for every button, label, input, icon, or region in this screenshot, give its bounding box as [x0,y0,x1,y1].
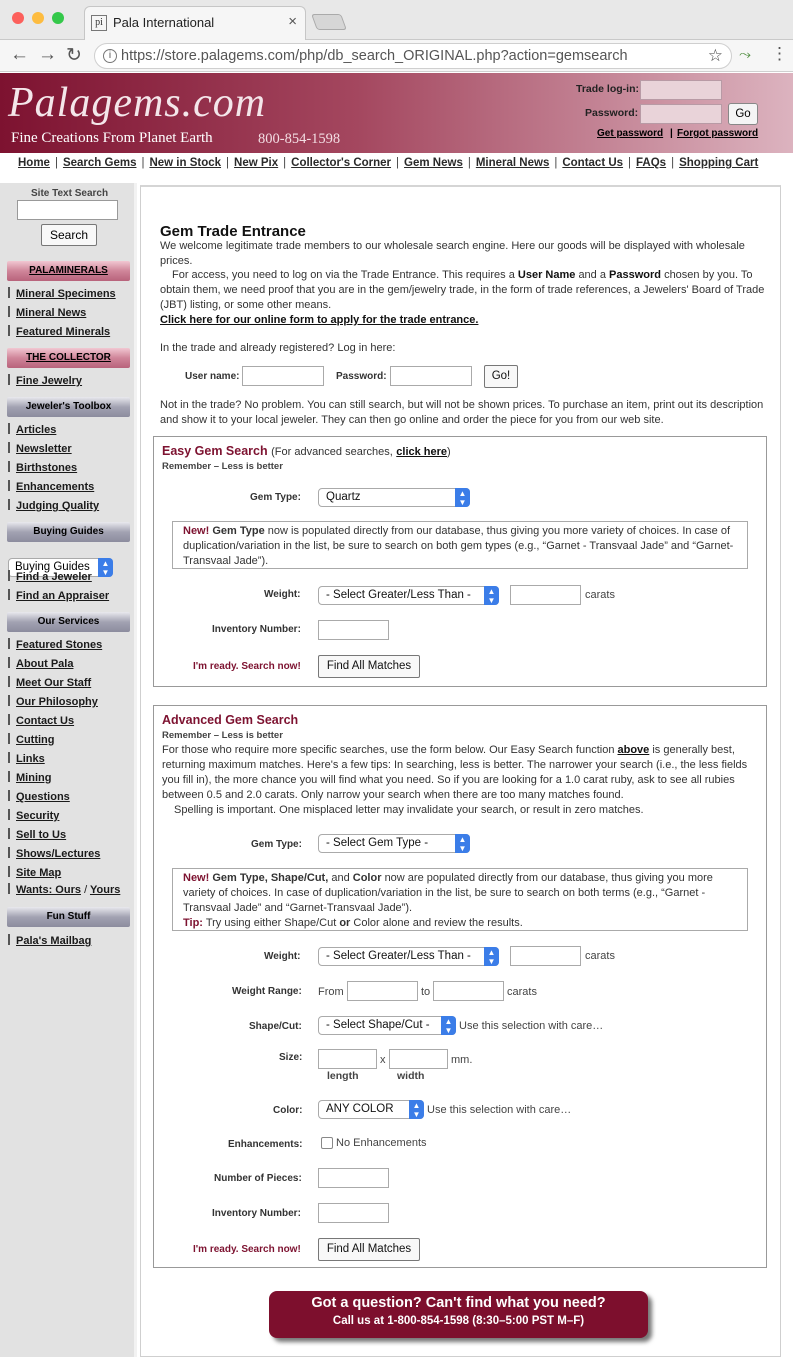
easy-find-button[interactable]: Find All Matches [318,655,420,678]
address-bar[interactable] [94,43,732,69]
sidebar-item-find-an-appraiser[interactable] [8,589,109,602]
favicon-icon: pi [91,15,107,31]
select-arrows-icon: ▲ ▼ [455,488,470,507]
site-header: Palagems.com Fine Creations From Planet Earth 800-854-1598 Trade log-in: Password: Go Get password | Forgot password [0,73,793,153]
easy-search-title: Easy Gem Search (For advanced searches, click here) [162,444,451,458]
sidebar-item-label: Find an Appraiser [16,590,110,602]
advanced-search-title: Advanced Gem Search [162,713,299,727]
sidebar-item-security[interactable] [8,809,59,822]
sidebar-item-label: Mineral News [16,307,87,319]
sidebar-item-label: Our Philosophy [16,696,98,708]
sidebar [0,183,137,1357]
sidebar-item-cutting[interactable] [8,733,54,746]
sidebar-item-fine-jewelry[interactable] [8,374,82,387]
sidebar-item-label: Security [16,810,60,822]
nav-home[interactable]: Home [18,157,50,169]
easy-weight-select[interactable]: - Select Greater/Less Than - ▲ ▼ [318,586,499,605]
easy-carats-unit: carats [585,589,615,601]
sidebar-item-articles[interactable] [8,423,56,436]
easy-weight-input[interactable] [510,585,581,605]
site-search-title: Site Text Search [31,188,109,199]
nav-collector-s-corner[interactable]: Collector's Corner [291,157,392,169]
sidebar-item-site-map[interactable] [8,866,61,879]
size-label: Size: [279,1052,303,1063]
sidebar-item-label: Featured Stones [16,639,103,651]
access-text: For access, you need to log on via the Trade Entrance. This requires a User Name and a Password chosen by you. To obtain them, we need proof that you are in the gem/jewelry trade, in the form of trade references, a Jewelers' Board of Trade (JBT) listing, or some other means. [160,269,765,311]
menu-dots-icon[interactable]: ⋮ [771,44,788,63]
new-tab-button[interactable] [311,14,347,30]
sidebar-item-wants-ours[interactable]: Wants: Ours [16,884,81,896]
shape-hint: Use this selection with care… [459,1020,604,1032]
sidebar-item-birthstones[interactable] [8,461,77,474]
sidebar-item-label: Links [16,753,45,765]
site-logo[interactable]: Palagems.com [8,80,267,126]
header-phone: 800-854-1598 [258,131,341,147]
tab-title: Pala International [113,15,215,30]
username-input[interactable] [242,366,324,386]
sidebar-item-judging-quality[interactable] [8,499,99,512]
select-arrows-icon: ▲ ▼ [409,1100,424,1119]
sidebar-item-label: Cutting [16,734,55,746]
browser-toolbar [0,40,793,72]
contact-banner[interactable] [269,1291,648,1338]
sidebar-item-label: Mining [16,772,52,784]
range-to-label: to [421,986,431,998]
no-enhancements-label: No Enhancements [336,1137,427,1149]
width-sublabel: width [397,1070,425,1082]
sidebar-item-enhancements[interactable] [8,480,94,493]
color-hint: Use this selection with care… [427,1104,572,1116]
easy-remember: Remember – Less is better [162,461,283,472]
pieces-label: Number of Pieces: [214,1173,302,1184]
bookmark-star-icon[interactable]: ☆ [707,46,723,65]
range-from-label: From [318,986,344,998]
adv-weight-select[interactable]: - Select Greater/Less Than - ▲ ▼ [318,947,499,966]
size-length-input[interactable] [318,1049,377,1069]
sidebar-item-label: Mineral Specimens [16,288,116,300]
reload-icon[interactable]: ↻ [66,45,82,66]
spelling-text: Spelling is important. One misplaced letter may invalidate your search, or result in zero matches. [174,804,644,816]
adv-weight-label: Weight: [264,951,301,962]
enhancements-label: Enhancements: [228,1139,303,1150]
range-carats-unit: carats [507,986,537,998]
sidebar-item-questions[interactable] [8,790,70,803]
intro-text: We welcome legitimate trade members to our wholesale search engine. Here our goods will be displayed with wholesale prices. [160,240,745,267]
pieces-input[interactable] [318,1168,389,1188]
sidebar-item-wants: Wants: Ours / Yours [8,883,120,896]
sidebar-item-label: Enhancements [16,481,95,493]
nav-new-pix[interactable]: New Pix [234,157,279,169]
sidebar-item-label: Shows/Lectures [16,848,101,860]
site-search-input[interactable] [17,200,118,220]
sidebar-head-services: Our Services [7,612,130,632]
sidebar-item-mineral-news[interactable] [8,306,86,319]
site-search-button[interactable]: Search [41,224,97,246]
main-content [140,185,781,1357]
nav-search-gems[interactable]: Search Gems [62,157,137,169]
adv-carats-unit: carats [585,950,615,962]
adv-new-note: New! Gem Type, Shape/Cut, and Color now are populated directly from our database, thus giving you more variety of choices. In case of duplication/variation in the list, be sure to search on both terms (e.g., “Garnet - Transvaal Jade” and “Garnet-Transvaal Jade”). Tip: Try using either Shape/Cut or Color alone and review the results. [172,868,748,931]
sidebar-item-label: Questions [16,791,70,803]
sidebar-item-label: Sell to Us [16,829,67,841]
shape-select[interactable]: - Select Shape/Cut - ▲ ▼ [318,1016,456,1035]
nav-contact-us[interactable]: Contact Us [562,157,624,169]
range-from-input[interactable] [347,981,418,1001]
adv-inventory-label: Inventory Number: [212,1208,301,1219]
registered-text: In the trade and already registered? Log in here: [160,342,396,354]
adv-find-button[interactable]: Find All Matches [318,1238,420,1261]
page-title: Gem Trade Entrance [160,223,306,240]
easy-gem-type-select[interactable]: Quartz ▲ ▼ [318,488,470,507]
sidebar-item-shows-lectures[interactable] [8,847,100,860]
sidebar-item-find-a-jeweler[interactable] [8,570,92,583]
banner-question: Got a question? Can't find what you need? [311,1295,606,1311]
advanced-description: For those who require more specific searches, use the form below. Our Easy Search function above is generally best, returning maximum matches. Here's a few tips: In searching, less is better. The narrower your search (i.e., the less fields you fill in), the more chance you will find what you need. So if you are looking for a 1.0 carat ruby, ask to see all rubies between 0.5 and 2.0 carats. Only narrow your search when there are too many matches found. [162,744,748,801]
banner-phone: Call us at 1-800-854-1598 (8:30–5:00 PST M–F) [332,1315,585,1327]
sidebar-item-label: Birthstones [16,462,78,474]
sidebar-item-our-philosophy[interactable] [8,695,98,708]
back-icon[interactable]: ← [10,44,29,65]
login-go-button[interactable]: Go! [484,365,518,388]
sidebar-item-label: Contact Us [16,715,75,727]
easy-new-note: New! Gem Type now is populated directly from our database, thus giving you more variety of choices. In case of duplication/variation in the list, be sure to search on both gem types (e.g., “Garnet - Transvaal Jade” and “Garnet-Transvaal Jade”). [172,521,748,569]
browser-tab-strip [0,0,793,40]
sidebar-item-label: Newsletter [16,443,72,455]
sidebar-item-label: Articles [16,424,57,436]
sidebar-item-label: Site Map [16,867,62,879]
tagline: Fine Creations From Planet Earth [11,130,213,146]
close-tab-icon[interactable]: × [288,13,297,30]
sidebar-item-contact-us[interactable] [8,714,74,727]
sidebar-item-meet-our-staff[interactable] [8,676,91,689]
web-page [0,73,793,1357]
sidebar-item-pala-s-mailbag[interactable] [8,934,91,947]
sidebar-item-label: Pala's Mailbag [16,935,92,947]
nav-shopping-cart[interactable]: Shopping Cart [679,157,759,169]
sidebar-head-buying: Buying Guides [7,522,130,542]
range-to-input[interactable] [433,981,504,1001]
sidebar-item-label: Fine Jewelry [16,375,83,387]
shape-label: Shape/Cut: [249,1021,302,1032]
get-password-link[interactable]: Get password [597,128,664,139]
adv-gem-type-select[interactable]: - Select Gem Type - ▲ ▼ [318,834,470,853]
advanced-remember: Remember – Less is better [162,730,283,741]
password-label: Password: [336,371,387,382]
sidebar-item-label: About Pala [16,658,74,670]
password-input[interactable] [390,366,472,386]
forgot-password-link[interactable]: Forgot password [677,128,759,139]
forward-icon[interactable]: → [38,44,57,65]
not-trade-text: Not in the trade? No problem. You can still search, but will not be shown prices. To purchase an item, print out its description and show it to your local jeweler. They can then go online and order the piece for you from our web site. [160,399,764,426]
sidebar-item-sell-to-us[interactable] [8,828,66,841]
above-link[interactable]: above [617,744,650,756]
easy-inventory-label: Inventory Number: [212,624,301,635]
size-mm: mm. [451,1054,473,1066]
minimize-window-button[interactable] [32,12,44,24]
adv-ready-text: I'm ready. Search now! [193,1244,301,1255]
easy-ready-text: I'm ready. Search now! [193,661,301,672]
advanced-search-panel [153,705,767,1268]
sidebar-item-newsletter[interactable] [8,442,72,455]
sidebar-item-mineral-specimens[interactable] [8,287,116,300]
apply-trade-link[interactable]: Click here for our online form to apply for the trade entrance. [160,314,479,326]
info-icon[interactable]: i [103,49,117,63]
trade-password-label: Password: [585,107,639,119]
sidebar-item-mining[interactable] [8,771,51,784]
top-navigation: Home | Search Gems | New in Stock | New Pix | Collector's Corner | Gem News | Mineral News | Contact Us | FAQs | Shopping Cart [18,157,759,169]
select-arrows-icon: ▲ ▼ [484,586,499,605]
nav-new-in-stock[interactable]: New in Stock [149,157,222,169]
close-window-button[interactable] [12,12,24,24]
extension-icon[interactable]: ⤳ [739,46,752,63]
easy-search-panel [153,436,767,687]
sidebar-item-label: Featured Minerals [16,326,111,338]
adv-weight-input[interactable] [510,946,581,966]
browser-tab[interactable] [84,6,306,40]
buying-guides-select[interactable]: Buying Guides ▲ ▼ [8,558,113,577]
sidebar-item-label: Find a Jeweler [16,571,92,583]
easy-inventory-input[interactable] [318,620,389,640]
trade-login-input[interactable] [640,80,722,100]
sidebar-item-featured-stones[interactable] [8,638,102,651]
sidebar-item-label: Meet Our Staff [16,677,92,689]
color-label: Color: [273,1105,303,1116]
sidebar-item-wants-yours[interactable]: Yours [89,884,121,896]
nav-faqs[interactable]: FAQs [636,157,667,169]
sidebar-head-fun: Fun Stuff [7,907,130,927]
select-arrows-icon: ▲ ▼ [484,947,499,966]
sidebar-item-about-pala[interactable] [8,657,73,670]
nav-mineral-news[interactable]: Mineral News [475,157,550,169]
easy-weight-label: Weight: [264,589,301,600]
adv-inventory-input[interactable] [318,1203,389,1223]
sidebar-head-collector[interactable]: THE COLLECTOR [7,348,130,368]
sidebar-head-toolbox: Jeweler's Toolbox [7,397,130,417]
adv-gem-type-label: Gem Type: [251,839,302,850]
size-width-input[interactable] [389,1049,448,1069]
sidebar-head-palaminerals[interactable]: PALAMINERALS [7,261,130,281]
select-arrows-icon: ▲ ▼ [98,558,113,577]
no-enhancements-checkbox[interactable] [321,1137,333,1149]
sidebar-item-featured-minerals[interactable] [8,325,110,338]
color-select[interactable]: ANY COLOR ▲ ▼ [318,1100,424,1119]
trade-go-button[interactable]: Go [728,103,758,125]
sidebar-item-links[interactable] [8,752,45,765]
size-x: x [380,1054,386,1066]
trade-login-label: Trade log-in: [576,83,639,95]
length-sublabel: length [327,1070,359,1082]
nav-gem-news[interactable]: Gem News [404,157,463,169]
select-arrows-icon: ▲ ▼ [455,834,470,853]
url-text: https://store.palagems.com/php/db_search_ORIGINAL.php?action=gemsearch [121,48,628,64]
advanced-search-link[interactable]: click here [396,446,448,458]
sidebar-item-label: Judging Quality [16,500,100,512]
username-label: User name: [185,371,240,382]
zoom-window-button[interactable] [52,12,64,24]
weight-range-label: Weight Range: [232,986,302,997]
select-arrows-icon: ▲ ▼ [441,1016,456,1035]
easy-gem-type-label: Gem Type: [250,492,301,503]
trade-password-input[interactable] [640,104,722,124]
